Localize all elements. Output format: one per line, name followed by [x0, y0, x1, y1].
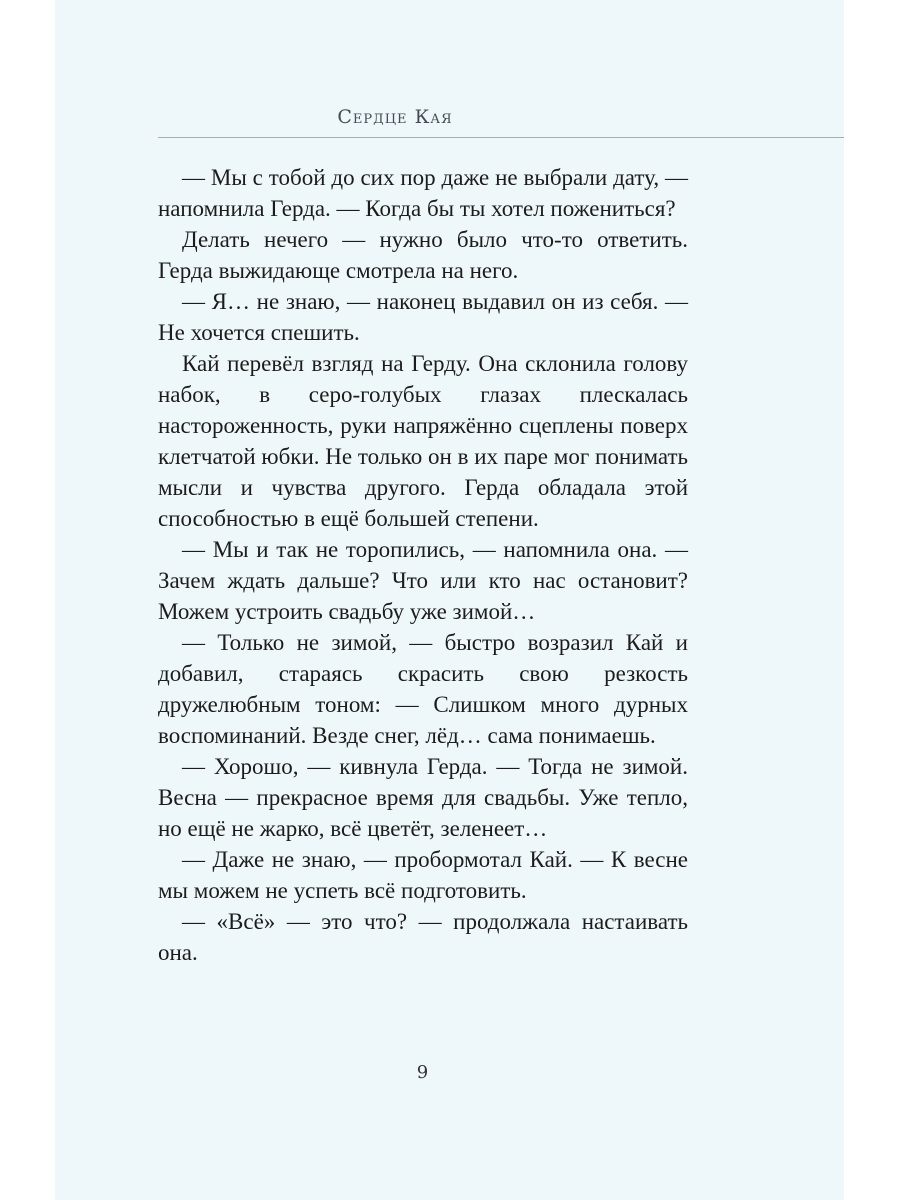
running-title: Сердце Кая — [337, 106, 453, 128]
page-number: 9 — [416, 1062, 429, 1083]
paragraph: — Мы с тобой до сих пор даже не выбрали дату, — напомнила Герда. — Когда бы ты хотел пожениться? — [158, 165, 688, 221]
paragraph: — Я… не знаю, — наконец выдавил он из себя. — Не хочется спешить. — [158, 289, 688, 345]
paragraph: — Даже не знаю, — пробормотал Кай. — К весне мы можем не успеть всё подготовить. — [158, 847, 688, 903]
paragraph: Делать нечего — нужно было что-то ответить. Герда выжидающе смотрела на него. — [158, 227, 688, 283]
paragraph: — Хорошо, — кивнула Герда. — Тогда не зимой. Весна — прекрасное время для свадьбы. Уже тепло, но ещё не жарко, всё цветёт, зеленеет… — [158, 754, 688, 841]
paragraph: — Только не зимой, — быстро возразил Кай и добавил, стараясь скрасить свою резкость дружелюбным тоном: — Слишком много дурных воспоминаний. Везде снег, лёд… сама понимаешь. — [158, 630, 688, 748]
paragraph: — «Всё» — это что? — продолжала настаивать она. — [158, 909, 688, 965]
paragraph: — Мы и так не торопились, — напомнила она. — Зачем ждать дальше? Что или кто нас остановит? Можем устроить свадьбу уже зимой… — [158, 537, 688, 624]
body-text — [158, 162, 688, 968]
paragraph: Кай перевёл взгляд на Герду. Она склонила голову набок, в серо-голубых глазах плескалась настороженность, руки напряжённо сцеплены поверх клетчатой юбки. Не только он в их паре мог понимать мысли и чувства другого. Герда обладала этой способностью в ещё большей степени. — [158, 351, 688, 531]
header-rule — [158, 137, 844, 138]
